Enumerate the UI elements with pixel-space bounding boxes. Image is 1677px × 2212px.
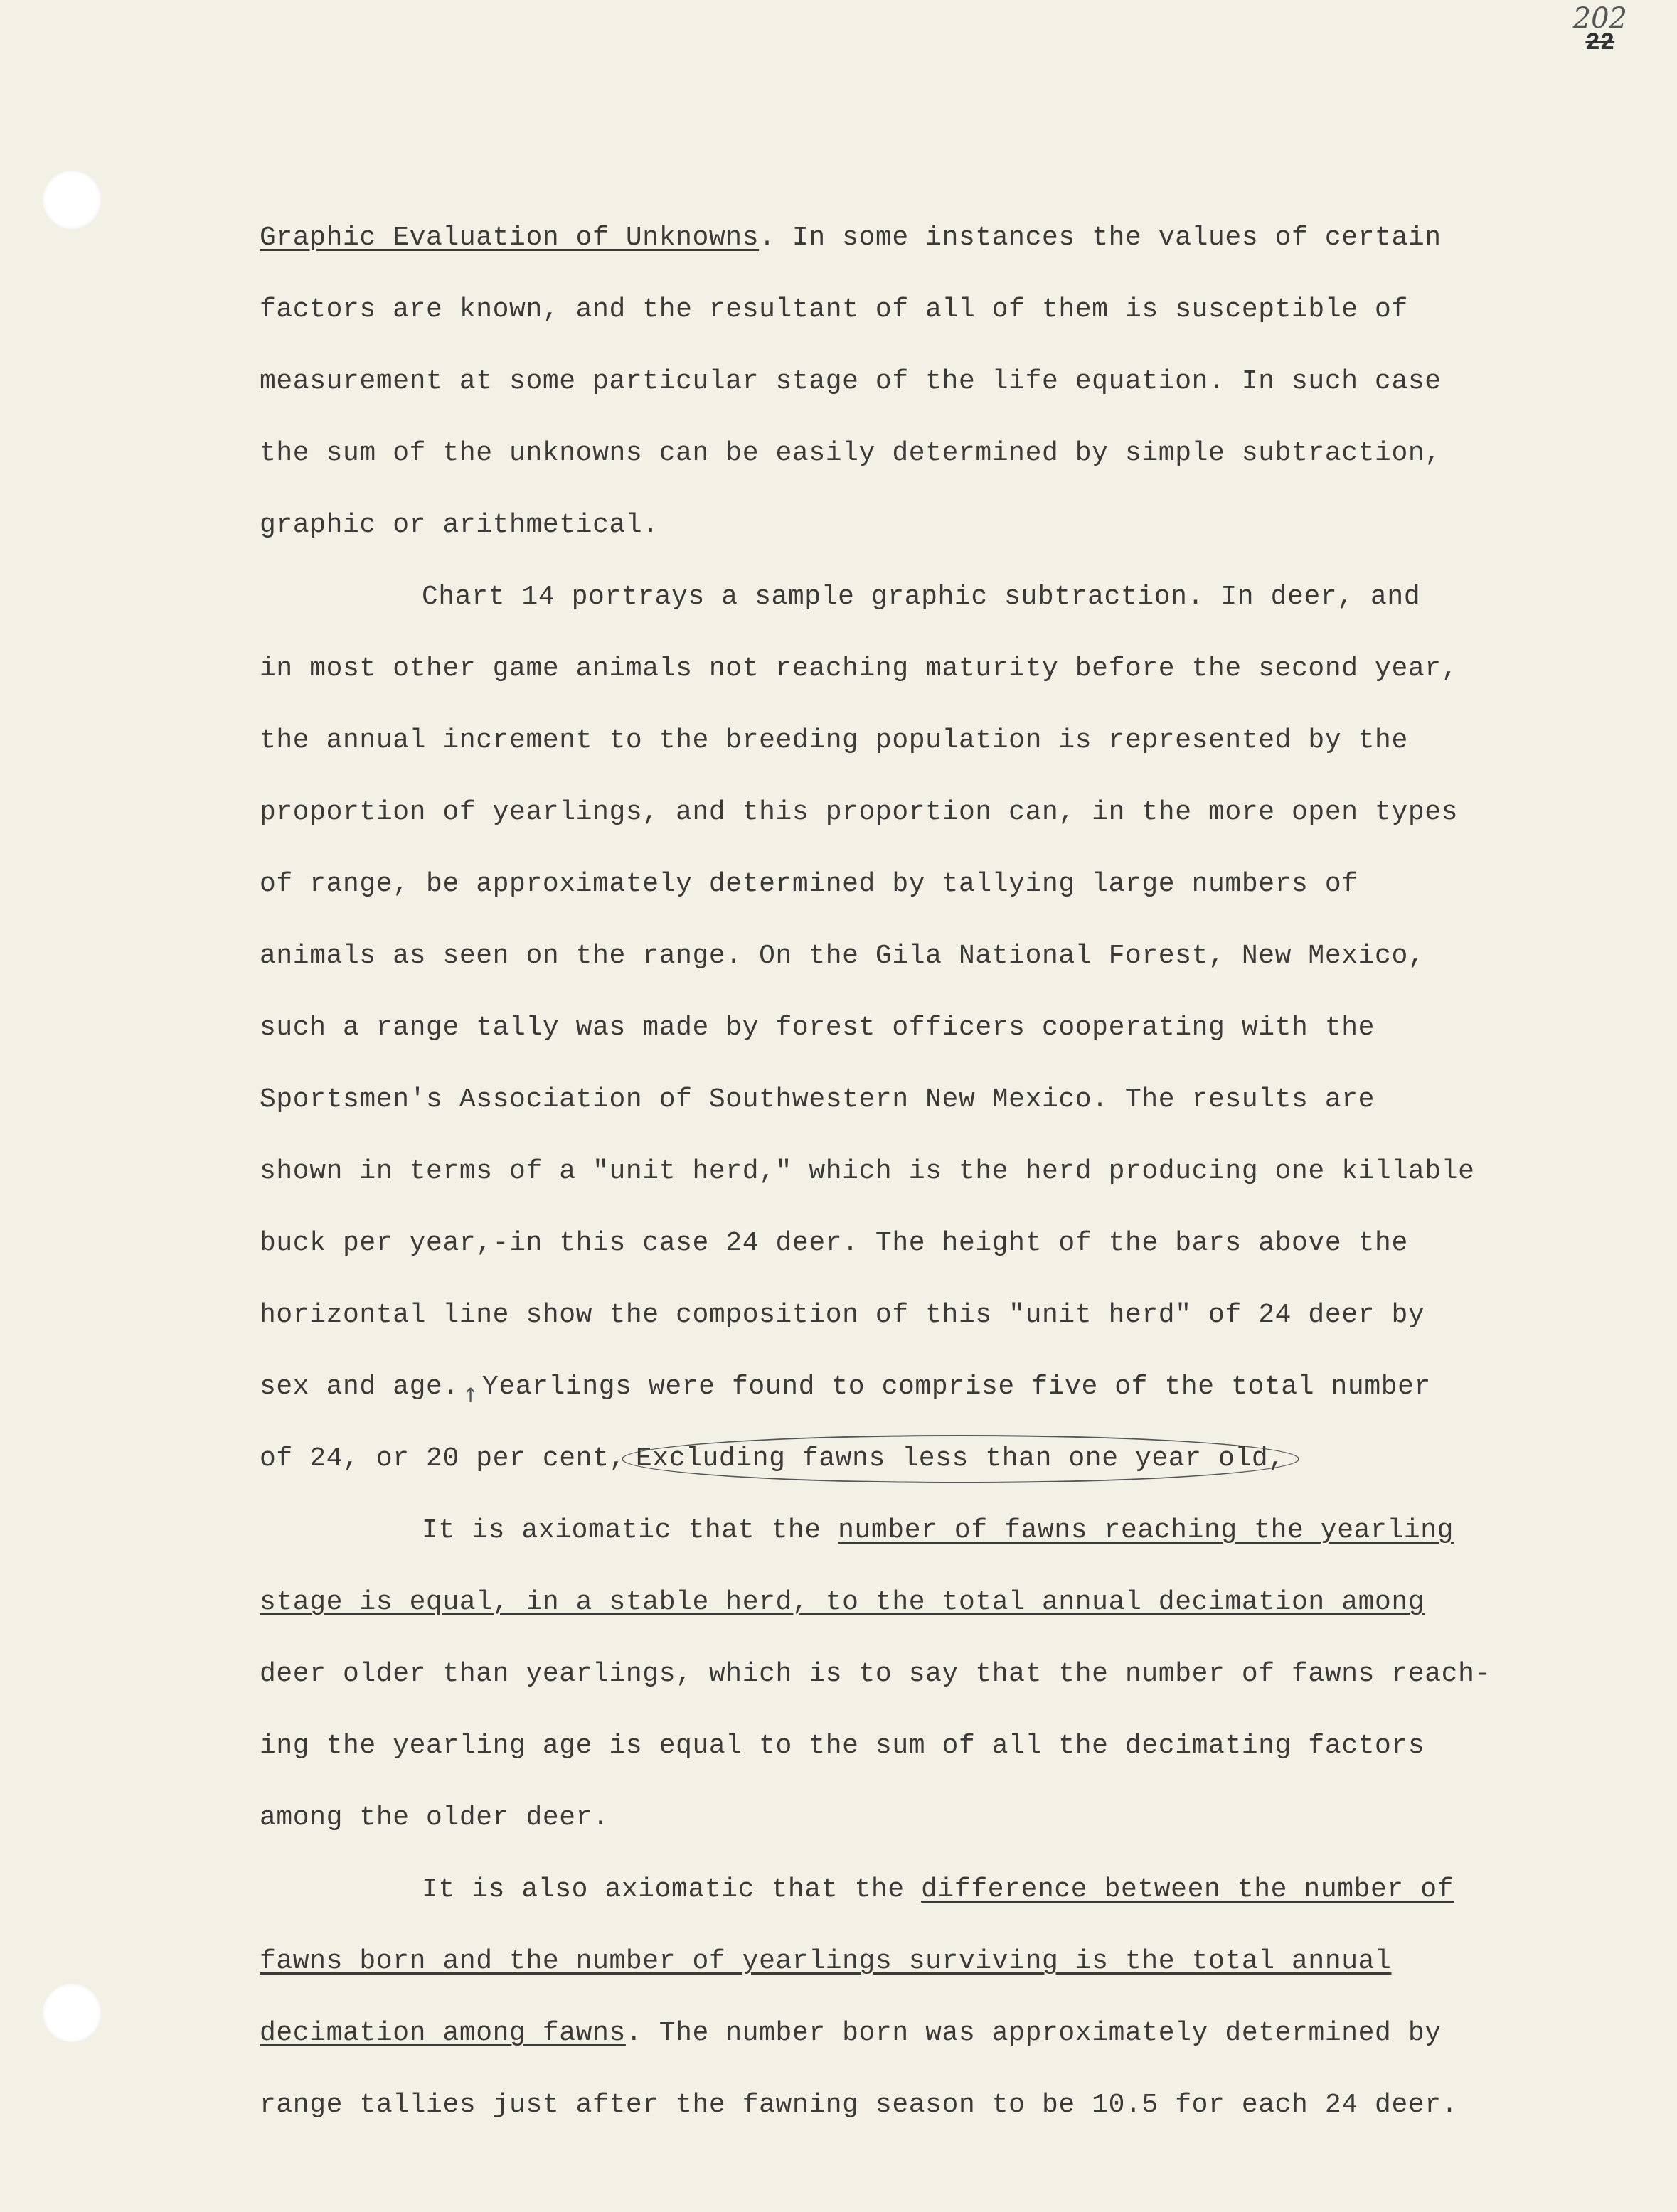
section-heading: Graphic Evaluation of Unknowns	[260, 223, 760, 253]
text-line	[260, 1854, 1597, 1925]
text-line	[260, 1351, 1597, 1423]
text-line: Sportsmen's Association of Southwestern New Mexico. The results are	[260, 1084, 1375, 1115]
underlined-text: decimation among fawns	[260, 2018, 626, 2048]
circled-annotation: Excluding fawns less than one year old,	[622, 1435, 1299, 1483]
text-line: animals as seen on the range. On the Gila National Forest, New Mexico,	[260, 941, 1425, 971]
text-line: deer older than yearlings, which is to say that the number of fawns reach-	[260, 1659, 1491, 1689]
text-line: factors are known, and the resultant of all of them is susceptible of	[260, 294, 1408, 325]
text-line	[260, 202, 1597, 274]
text-line: buck per year,-in this case 24 deer. The height of the bars above the	[260, 1228, 1408, 1259]
text-line: proportion of yearlings, and this proportion can, in the more open types	[260, 797, 1459, 828]
text-line: ing the yearling age is equal to the sum of all the decimating factors	[260, 1731, 1425, 1761]
typed-page-number: 22	[1585, 30, 1615, 57]
text-line	[260, 1997, 1597, 2069]
text-line: the sum of the unknowns can be easily determined by simple subtraction,	[260, 438, 1442, 469]
text-line: among the older deer.	[260, 1802, 609, 1833]
text-span: . In some instances the values of certain	[759, 223, 1442, 253]
text-span: . The number born was approximately determined by	[625, 2018, 1442, 2048]
text-line: in most other game animals not reaching maturity before the second year,	[260, 653, 1459, 684]
text-span: Yearlings were found to comprise five of the total number	[481, 1372, 1431, 1402]
underlined-text: number of fawns reaching the yearling	[838, 1515, 1454, 1546]
text-span: sex and age.	[260, 1372, 459, 1402]
text-line: range tallies just after the fawning season to be 10.5 for each 24 deer.	[260, 2090, 1459, 2120]
text-line: shown in terms of a "unit herd," which is the herd producing one killable	[260, 1156, 1475, 1187]
handwritten-page-number: 202	[1572, 2, 1627, 35]
text-line	[260, 1566, 1597, 1638]
text-line: such a range tally was made by forest officers cooperating with the	[260, 1013, 1375, 1043]
text-line: graphic or arithmetical.	[260, 510, 659, 540]
text-line: measurement at some particular stage of the life equation. In such case	[260, 366, 1442, 397]
text-line	[260, 1925, 1597, 1997]
text-line: horizontal line show the composition of this "unit herd" of 24 deer by	[260, 1300, 1425, 1330]
text-line	[260, 1495, 1597, 1566]
underlined-text: difference between the number of	[921, 1874, 1454, 1905]
punch-hole-bottom	[43, 1984, 101, 2042]
document-body	[260, 202, 1597, 2141]
insertion-caret-icon: ↑	[462, 1384, 479, 1407]
underlined-text: stage is equal, in a stable herd, to the total annual decimation among	[260, 1587, 1425, 1618]
text-line: of range, be approximately determined by tallying large numbers of	[260, 869, 1358, 899]
punch-hole-top	[43, 171, 101, 229]
text-line: the annual increment to the breeding population is represented by the	[260, 725, 1408, 756]
text-line	[260, 1423, 1597, 1495]
text-span: It is axiomatic that the	[422, 1515, 838, 1546]
text-line: Chart 14 portrays a sample graphic subtraction. In deer, and	[422, 582, 1421, 612]
page-number	[1572, 2, 1627, 57]
text-span: of 24, or 20 per cent,	[260, 1443, 626, 1474]
text-span: It is also axiomatic that the	[422, 1874, 922, 1905]
underlined-text: fawns born and the number of yearlings surviving is the total annual	[260, 1946, 1392, 1977]
